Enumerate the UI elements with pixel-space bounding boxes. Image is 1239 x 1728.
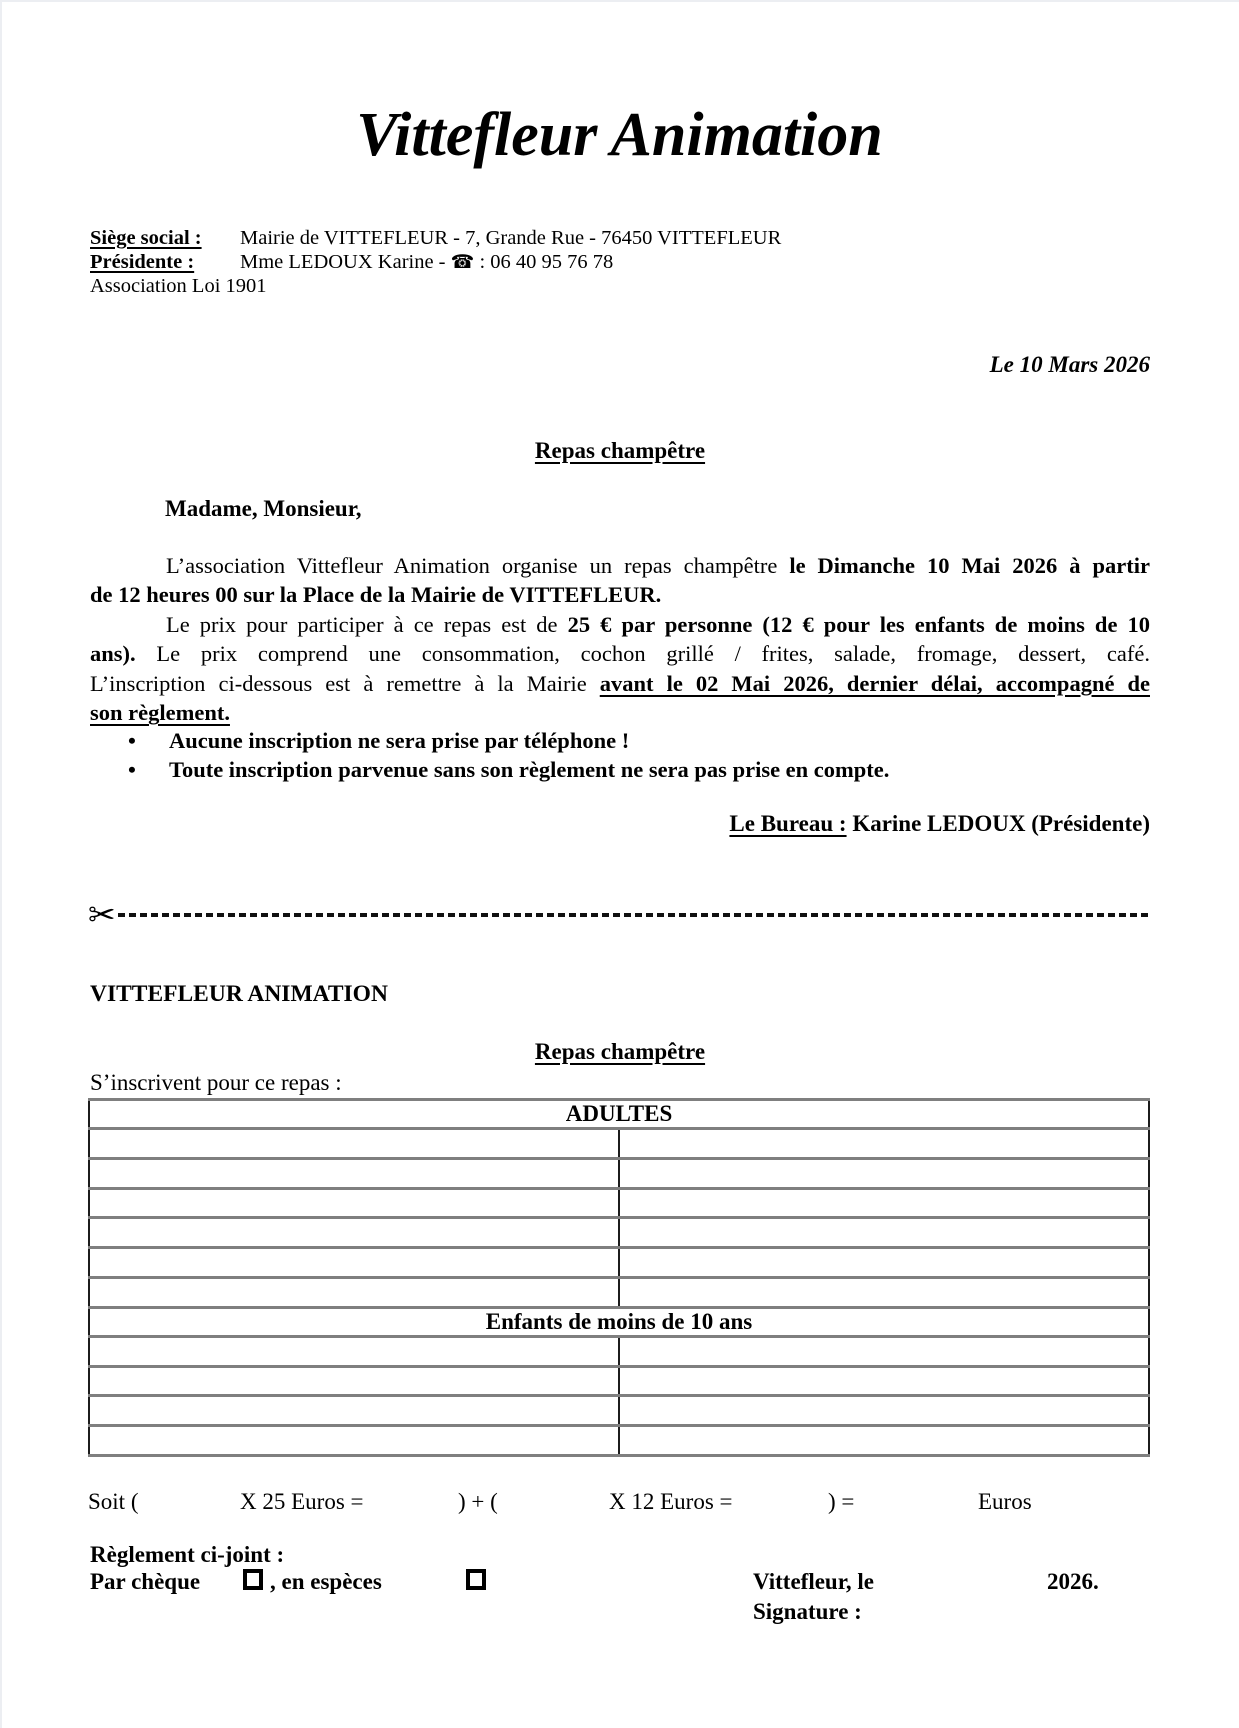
equals-label: ) =	[828, 1489, 855, 1514]
table-row	[89, 1277, 1149, 1307]
payment-row	[0, 1569, 1239, 1603]
cut-line	[88, 895, 1152, 934]
plus-label: ) + (	[458, 1489, 498, 1514]
children-header-row	[89, 1307, 1149, 1336]
presidente-value: Mme LEDOUX Karine - ☎ : 06 40 95 76 78	[240, 251, 614, 274]
total-line	[0, 1489, 1239, 1519]
soit-label: Soit (	[88, 1489, 139, 1514]
table-cell[interactable]	[89, 1426, 619, 1456]
table-cell[interactable]	[619, 1336, 1149, 1366]
bullet-text: Aucune inscription ne sera prise par téléphone !	[169, 728, 630, 753]
letter-subject: Repas champêtre	[534, 438, 706, 463]
page-title: Vittefleur Animation	[356, 101, 883, 169]
phone-icon: ☎	[450, 251, 475, 274]
children-rows	[89, 1336, 1149, 1455]
especes-checkbox[interactable]	[466, 1569, 486, 1590]
siege-social-line	[90, 226, 781, 250]
table-row	[89, 1129, 1149, 1159]
paragraph-2: Le prix pour participer à ce repas est de 25 € par personne (12 € pour les enfants de moins de 10 ans). Le prix comprend une consommation, cochon grillé / frites, salade, fromage, dessert, café. L’inscription ci-dessous est à remettre à la Mairie avant le 02 Mai 2026, dernier délai, accompagné de son règlement.	[90, 612, 1150, 726]
adults-rows	[89, 1129, 1149, 1308]
table-cell[interactable]	[619, 1277, 1149, 1307]
association-line: Association Loi 1901	[90, 275, 267, 298]
table-cell[interactable]	[619, 1218, 1149, 1248]
year-label: 2026.	[1047, 1569, 1099, 1594]
scissors-icon: ✂	[88, 895, 116, 934]
table-cell[interactable]	[89, 1396, 619, 1426]
bullet-dot-icon: •	[128, 757, 136, 783]
table-cell[interactable]	[89, 1277, 619, 1307]
adults-header-row	[89, 1100, 1149, 1129]
inscription-table-wrap	[88, 1098, 1150, 1457]
cheque-label: Par chèque	[90, 1569, 201, 1594]
table-row	[89, 1426, 1149, 1456]
table-row	[89, 1188, 1149, 1218]
table-row	[89, 1158, 1149, 1188]
bullet-item	[90, 726, 1150, 755]
cut-dashes	[118, 913, 1152, 917]
reglement-label: Règlement ci-joint :	[90, 1542, 285, 1567]
table-cell[interactable]	[89, 1248, 619, 1278]
bullet-text: Toute inscription parvenue sans son règlement ne sera pas prise en compte.	[169, 757, 890, 783]
bureau-label: Le Bureau :	[729, 811, 847, 836]
table-row	[89, 1396, 1149, 1426]
bullet-list	[90, 726, 1150, 785]
presidente-label: Présidente :	[90, 251, 195, 274]
table-cell[interactable]	[89, 1336, 619, 1366]
table-row	[89, 1218, 1149, 1248]
table-cell[interactable]	[619, 1158, 1149, 1188]
presidente-line	[90, 250, 781, 274]
x12-label: X 12 Euros =	[609, 1489, 733, 1514]
letterhead	[90, 226, 781, 299]
inscription-table	[88, 1098, 1150, 1457]
siege-social-label: Siège social :	[90, 227, 202, 249]
form-subject: Repas champêtre	[534, 1039, 706, 1064]
siege-social-value: Mairie de VITTEFLEUR - 7, Grande Rue - 76450 VITTEFLEUR	[240, 227, 782, 249]
euros-label: Euros	[978, 1489, 1032, 1514]
especes-label: , en espèces	[270, 1569, 382, 1594]
table-cell[interactable]	[619, 1396, 1149, 1426]
table-cell[interactable]	[89, 1188, 619, 1218]
table-cell[interactable]	[89, 1218, 619, 1248]
adults-header: ADULTES	[89, 1100, 1149, 1129]
table-cell[interactable]	[619, 1188, 1149, 1218]
bullet-item	[90, 755, 1150, 784]
table-cell[interactable]	[89, 1129, 619, 1159]
table-row	[89, 1336, 1149, 1366]
paragraph-1: L’association Vittefleur Animation organise un repas champêtre le Dimanche 10 Mai 2026 à partir de 12 heures 00 sur la Place de la Mairie de VITTEFLEUR.	[90, 553, 1150, 608]
table-cell[interactable]	[619, 1426, 1149, 1456]
form-org-name: VITTEFLEUR ANIMATION	[90, 981, 388, 1007]
bureau-value: Karine LEDOUX (Présidente)	[846, 811, 1150, 836]
salutation: Madame, Monsieur,	[165, 496, 362, 521]
place-date-label: Vittefleur, le	[753, 1569, 874, 1594]
table-cell[interactable]	[619, 1248, 1149, 1278]
date-line: Le 10 Mars 2026	[989, 352, 1150, 377]
bureau-line	[90, 811, 1150, 837]
table-row	[89, 1248, 1149, 1278]
table-cell[interactable]	[89, 1366, 619, 1396]
form-intro-line: S’inscrivent pour ce repas :	[90, 1070, 342, 1095]
table-row	[89, 1366, 1149, 1396]
table-cell[interactable]	[619, 1366, 1149, 1396]
table-cell[interactable]	[89, 1158, 619, 1188]
table-cell[interactable]	[619, 1129, 1149, 1159]
x25-label: X 25 Euros =	[240, 1489, 364, 1514]
signature-label: Signature :	[753, 1599, 862, 1624]
cheque-checkbox[interactable]	[243, 1569, 263, 1590]
bullet-dot-icon: •	[128, 728, 136, 753]
children-header: Enfants de moins de 10 ans	[89, 1307, 1149, 1336]
